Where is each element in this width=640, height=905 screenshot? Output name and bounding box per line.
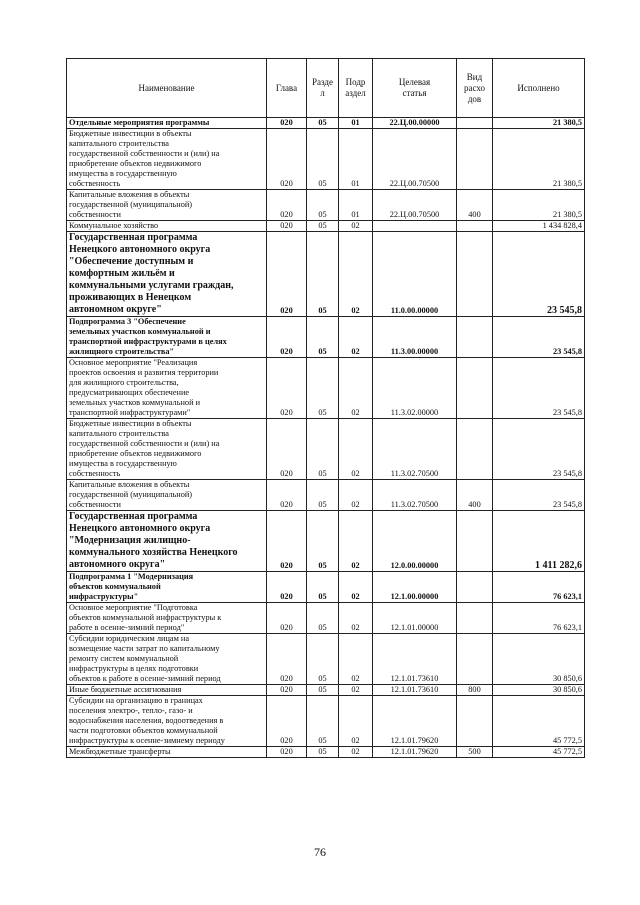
cell-name: Капитальные вложения в объекты государственной (муниципальной) собственности (67, 190, 267, 221)
cell-subsection: 02 (339, 747, 373, 758)
cell-section: 05 (307, 603, 339, 634)
cell-executed: 23 545,8 (493, 419, 585, 480)
cell-section: 05 (307, 317, 339, 358)
cell-name: Иные бюджетные ассигнования (67, 685, 267, 696)
cell-type (457, 634, 493, 685)
table-header-row (67, 59, 585, 118)
cell-name: Межбюджетные трансферты (67, 747, 267, 758)
table-row (67, 118, 585, 129)
cell-subsection: 02 (339, 317, 373, 358)
cell-chapter: 020 (267, 511, 307, 572)
cell-target: 11.3.02.70500 (373, 419, 457, 480)
cell-section: 05 (307, 634, 339, 685)
cell-section: 05 (307, 221, 339, 232)
cell-target: 12.0.00.00000 (373, 511, 457, 572)
cell-type: 500 (457, 747, 493, 758)
cell-subsection: 01 (339, 118, 373, 129)
cell-target: 12.1.01.73610 (373, 685, 457, 696)
cell-chapter: 020 (267, 419, 307, 480)
cell-target: 11.3.02.70500 (373, 480, 457, 511)
cell-type (457, 129, 493, 190)
cell-subsection: 02 (339, 696, 373, 747)
cell-name: Бюджетные инвестиции в объекты капитального строительства государственной собственности и (или) на приобретение объектов недвижимого имущества в государственную собственность (67, 129, 267, 190)
cell-chapter: 020 (267, 358, 307, 419)
cell-chapter: 020 (267, 572, 307, 603)
header-executed: Исполнено (493, 59, 585, 118)
cell-executed: 76 623,1 (493, 572, 585, 603)
cell-chapter: 020 (267, 696, 307, 747)
cell-executed: 21 380,5 (493, 190, 585, 221)
table-row (67, 696, 585, 747)
cell-executed: 45 772,5 (493, 747, 585, 758)
cell-name: Субсидии юридическим лицам на возмещение части затрат по капитальному ремонту систем коммунальной инфраструктуры в целях подготовки объектов к работе в осенне-зимний период (67, 634, 267, 685)
cell-name: Субсидии на организацию в границах поселения электро-, тепло-, газо- и водоснабжения населения, водоотведения в части подготовки объектов коммунальной инфраструктуры к осенне-зимнему периоду (67, 696, 267, 747)
cell-name: Основное мероприятие "Подготовка объектов коммунальной инфраструктуры к работе в осенне-зимний период" (67, 603, 267, 634)
cell-target: 11.3.02.00000 (373, 358, 457, 419)
cell-subsection: 02 (339, 634, 373, 685)
cell-target: 22.Ц.00.00000 (373, 118, 457, 129)
table-row (67, 221, 585, 232)
cell-executed: 1 411 282,6 (493, 511, 585, 572)
cell-section: 05 (307, 511, 339, 572)
table-row (67, 634, 585, 685)
cell-subsection: 02 (339, 511, 373, 572)
cell-section: 05 (307, 696, 339, 747)
cell-type (457, 358, 493, 419)
cell-name: Подпрограмма 3 "Обеспечение земельных участков коммунальной и транспортной инфраструктурами в целях жилищного строительства" (67, 317, 267, 358)
cell-type (457, 572, 493, 603)
cell-subsection: 02 (339, 358, 373, 419)
cell-chapter: 020 (267, 190, 307, 221)
cell-name: Государственная программа Ненецкого автономного округа "Обеспечение доступным и комфортным жильём и коммунальными услугами граждан, проживающих в Ненецком автономном округе" (67, 232, 267, 317)
cell-executed: 1 434 828,4 (493, 221, 585, 232)
table-row (67, 572, 585, 603)
cell-type (457, 419, 493, 480)
table-row (67, 358, 585, 419)
page-number: 76 (314, 845, 326, 859)
header-chapter: Глава (267, 59, 307, 118)
cell-executed: 23 545,8 (493, 358, 585, 419)
cell-section: 05 (307, 480, 339, 511)
cell-type: 800 (457, 685, 493, 696)
budget-table (66, 58, 585, 758)
cell-chapter: 020 (267, 129, 307, 190)
cell-section: 05 (307, 747, 339, 758)
cell-chapter: 020 (267, 634, 307, 685)
cell-type (457, 511, 493, 572)
cell-subsection: 02 (339, 221, 373, 232)
cell-type (457, 603, 493, 634)
cell-name: Государственная программа Ненецкого автономного округа "Модернизация жилищно- коммунального хозяйства Ненецкого автономного округа" (67, 511, 267, 572)
cell-name: Подпрограмма 1 "Модернизация объектов коммунальной инфраструктуры" (67, 572, 267, 603)
table-row (67, 747, 585, 758)
table-body (67, 118, 585, 758)
table-row (67, 480, 585, 511)
cell-section: 05 (307, 419, 339, 480)
table-row (67, 511, 585, 572)
cell-target: 22.Ц.00.70500 (373, 190, 457, 221)
cell-subsection: 02 (339, 480, 373, 511)
table-row (67, 685, 585, 696)
cell-target: 12.1.01.00000 (373, 603, 457, 634)
header-subsection: Подр аздел (339, 59, 373, 118)
cell-name: Бюджетные инвестиции в объекты капитального строительства государственной собственности и (или) на приобретение объектов недвижимого имущества в государственную собственность (67, 419, 267, 480)
cell-target: 12.1.00.00000 (373, 572, 457, 603)
cell-section: 05 (307, 232, 339, 317)
table-row (67, 419, 585, 480)
cell-executed: 21 380,5 (493, 118, 585, 129)
cell-executed: 23 545,8 (493, 317, 585, 358)
cell-executed: 30 850,6 (493, 685, 585, 696)
cell-chapter: 020 (267, 232, 307, 317)
header-target: Целевая статья (373, 59, 457, 118)
cell-subsection: 02 (339, 232, 373, 317)
cell-chapter: 020 (267, 221, 307, 232)
header-section: Разде л (307, 59, 339, 118)
header-type: Вид расхо дов (457, 59, 493, 118)
cell-subsection: 02 (339, 685, 373, 696)
cell-type: 400 (457, 480, 493, 511)
cell-target (373, 221, 457, 232)
table-row (67, 232, 585, 317)
cell-executed: 23 545,8 (493, 480, 585, 511)
cell-target: 11.3.00.00000 (373, 317, 457, 358)
cell-target: 12.1.01.73610 (373, 634, 457, 685)
cell-section: 05 (307, 190, 339, 221)
table-row (67, 129, 585, 190)
cell-name: Коммунальное хозяйство (67, 221, 267, 232)
cell-type (457, 232, 493, 317)
table-row (67, 190, 585, 221)
cell-section: 05 (307, 118, 339, 129)
cell-executed: 23 545,8 (493, 232, 585, 317)
cell-section: 05 (307, 685, 339, 696)
cell-subsection: 01 (339, 129, 373, 190)
cell-section: 05 (307, 129, 339, 190)
cell-name: Отдельные мероприятия программы (67, 118, 267, 129)
cell-chapter: 020 (267, 317, 307, 358)
cell-name: Основное мероприятие "Реализация проектов освоения и развития территории для жилищного строительства, предусматривающих обеспечение земельных участков коммунальной и транспортной инфраструктурами" (67, 358, 267, 419)
cell-type (457, 118, 493, 129)
cell-type (457, 317, 493, 358)
cell-target: 12.1.01.79620 (373, 696, 457, 747)
cell-chapter: 020 (267, 603, 307, 634)
table-row (67, 603, 585, 634)
header-name: Наименование (67, 59, 267, 118)
cell-executed: 21 380,5 (493, 129, 585, 190)
cell-section: 05 (307, 358, 339, 419)
cell-chapter: 020 (267, 685, 307, 696)
cell-type: 400 (457, 190, 493, 221)
cell-chapter: 020 (267, 747, 307, 758)
cell-subsection: 02 (339, 603, 373, 634)
cell-type (457, 696, 493, 747)
cell-target: 22.Ц.00.70500 (373, 129, 457, 190)
cell-executed: 45 772,5 (493, 696, 585, 747)
cell-target: 11.0.00.00000 (373, 232, 457, 317)
cell-name: Капитальные вложения в объекты государственной (муниципальной) собственности (67, 480, 267, 511)
cell-subsection: 02 (339, 419, 373, 480)
cell-chapter: 020 (267, 118, 307, 129)
cell-type (457, 221, 493, 232)
table-row (67, 317, 585, 358)
cell-subsection: 01 (339, 190, 373, 221)
cell-executed: 76 623,1 (493, 603, 585, 634)
cell-section: 05 (307, 572, 339, 603)
cell-subsection: 02 (339, 572, 373, 603)
cell-chapter: 020 (267, 480, 307, 511)
cell-executed: 30 850,6 (493, 634, 585, 685)
cell-target: 12.1.01.79620 (373, 747, 457, 758)
